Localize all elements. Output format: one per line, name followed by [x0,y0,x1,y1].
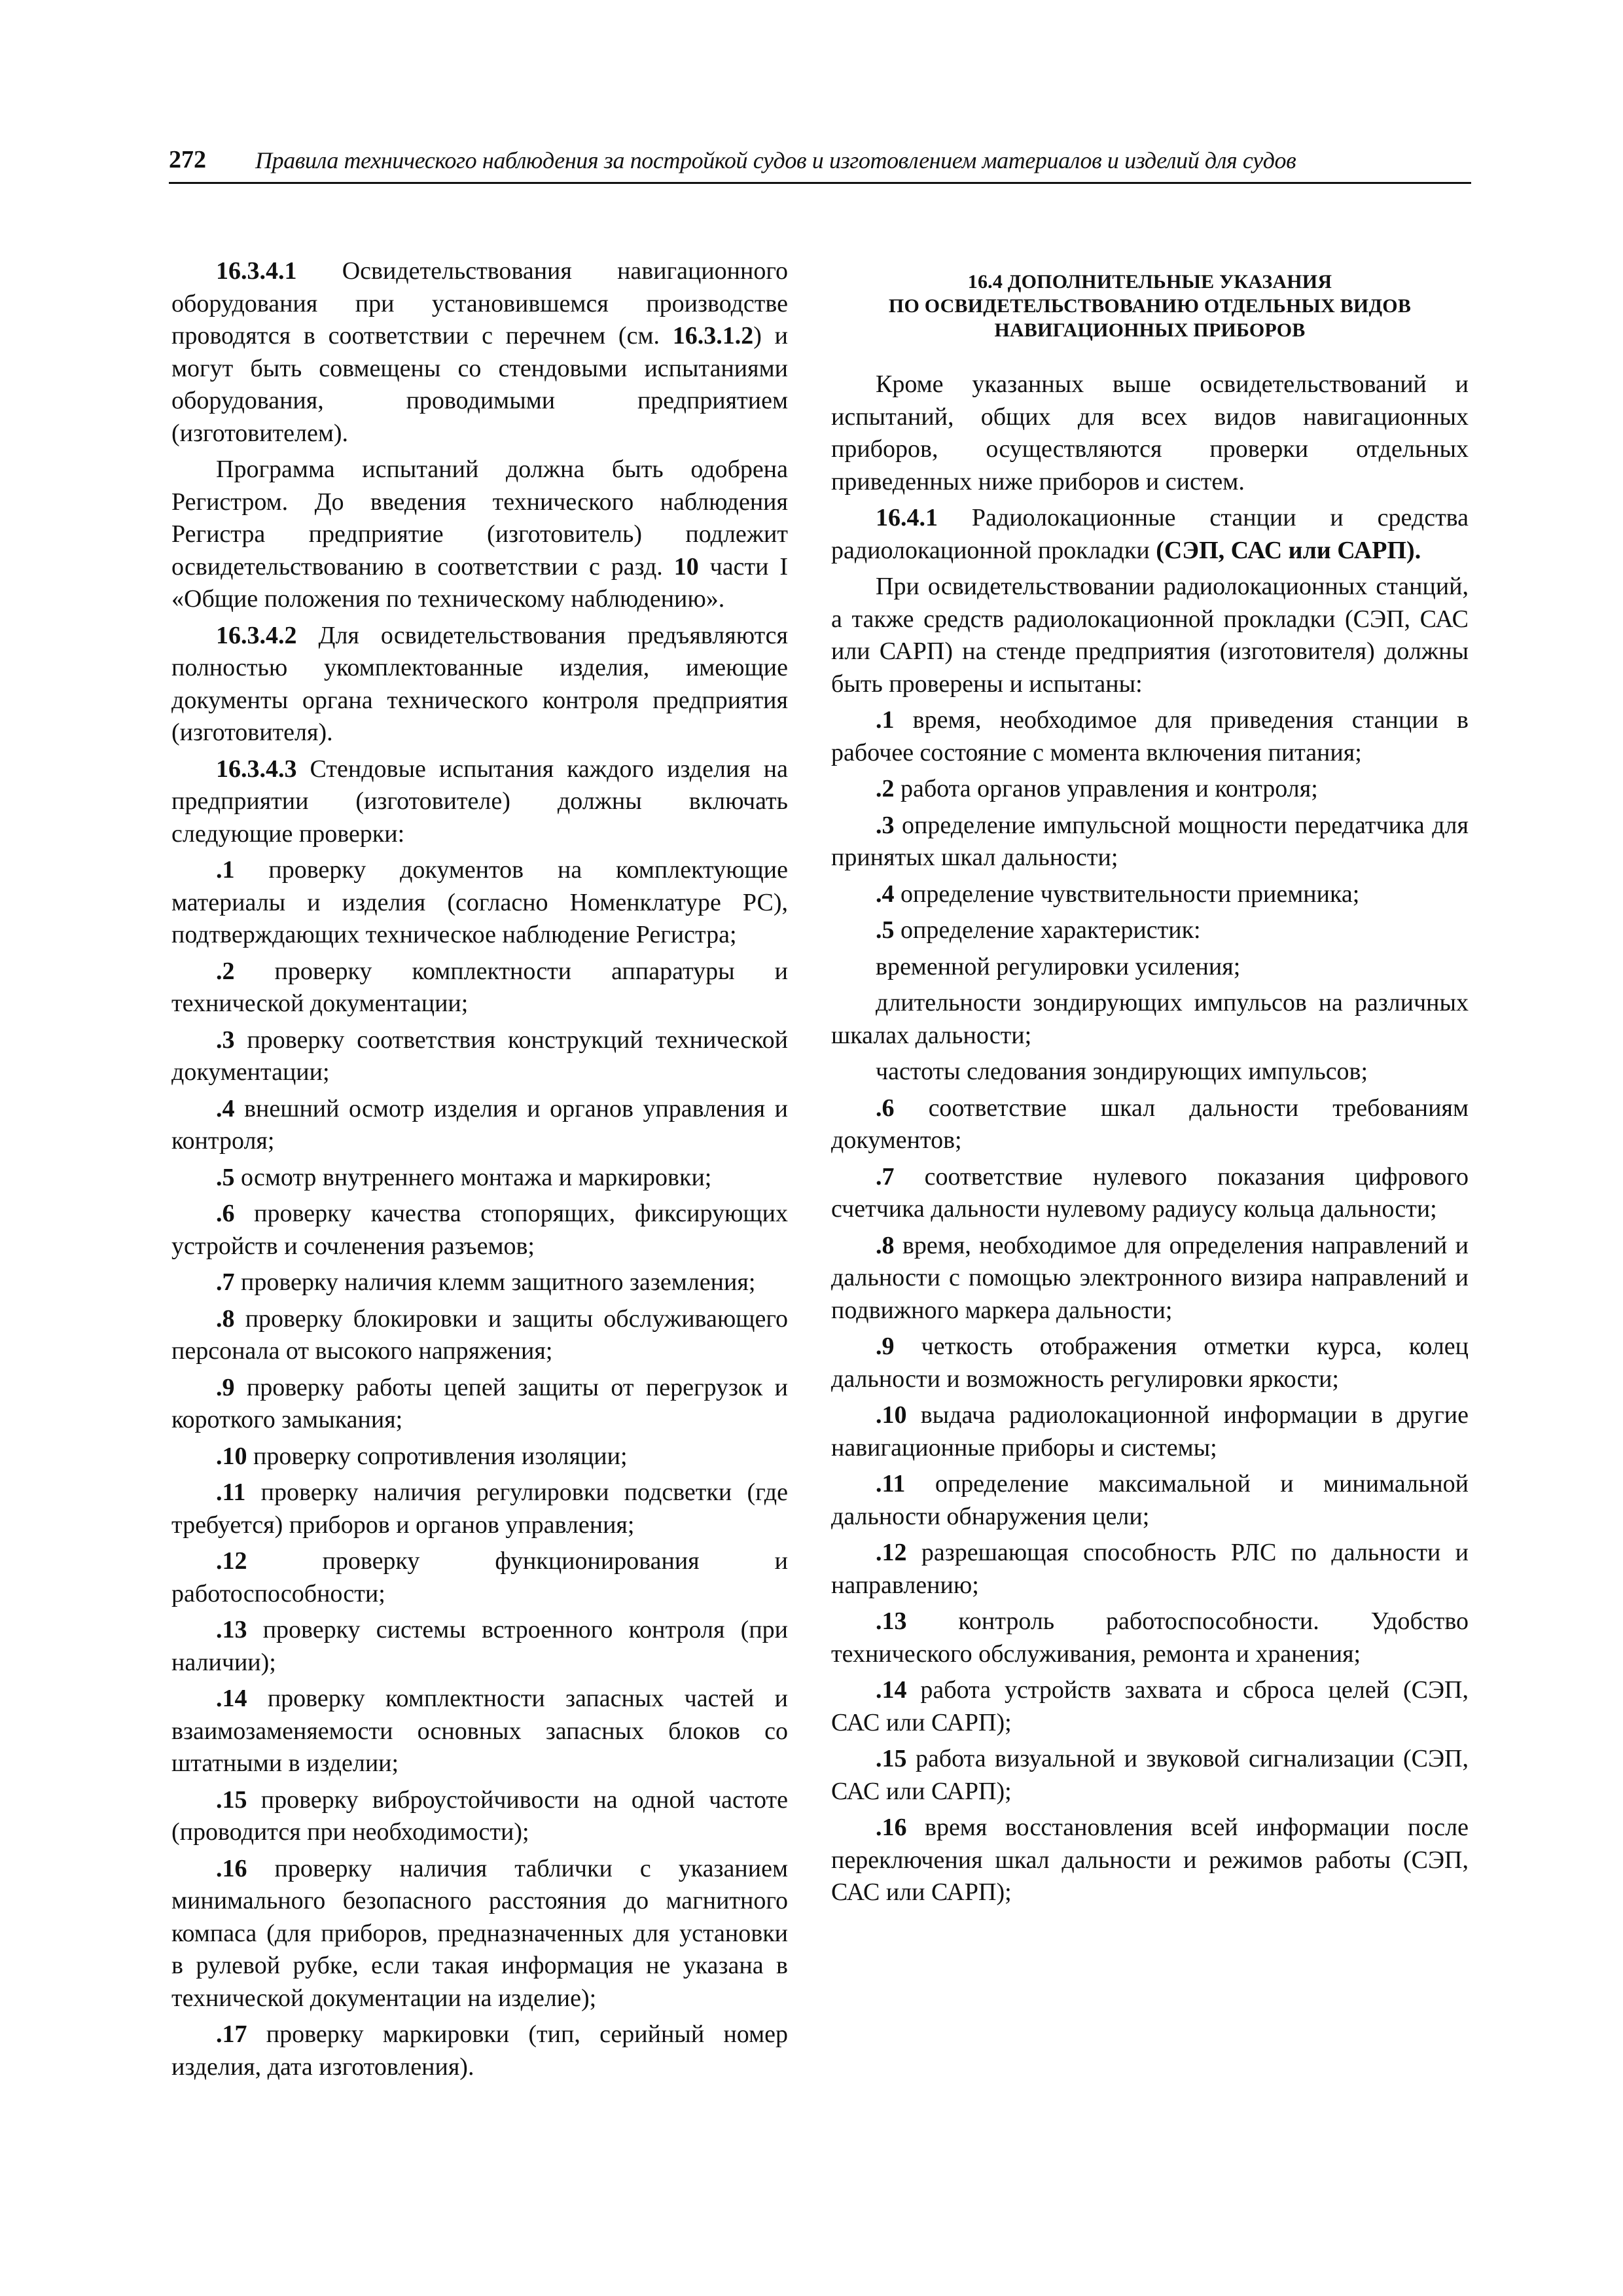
paragraph-text: четкость отображения отметки курса, колец дальности и возможность регулировки яркости; [831,1333,1469,1393]
paragraph-text: частоты следования зондирующих импульсов; [876,1058,1368,1085]
paragraph-number: .17 [216,2020,247,2048]
paragraph-number: 16.4.1 [876,504,938,531]
paragraph-number: .1 [876,706,895,734]
running-title: Правила технического наблюдения за постройкой судов и изготовлением материалов и изделий для судов [255,147,1296,173]
paragraph-text: проверку документов на комплектующие материалы и изделия (согласно Номенклатуре РС), подтверждающих техническое наблюдение Регистра; [171,856,788,948]
paragraph-number: .16 [216,1854,247,1882]
paragraph [171,1303,788,1368]
paragraph [831,1399,1469,1464]
paragraph-text: длительности зондирующих импульсов на различных шкалах дальности; [831,989,1469,1049]
paragraph-number: .4 [216,1094,235,1122]
paragraph [171,255,788,450]
paragraph-text: контроль работоспособности. Удобство технического обслуживания, ремонта и хранения; [831,1607,1469,1668]
paragraph [171,2018,788,2083]
section-heading-line: ПО ОСВИДЕТЕЛЬСТВОВАНИЮ ОТДЕЛЬНЫХ ВИДОВ [888,295,1412,317]
page-number: 272 [169,146,206,173]
paragraph-text: Радиолокационные станции и средства радиолокационной прокладки [831,504,1469,564]
paragraph-text: проверку системы встроенного контроля (при наличии); [171,1616,788,1676]
paragraph-text: разрешающая способность РЛС по дальности и направлению; [831,1539,1469,1599]
paragraph [171,1441,788,1473]
paragraph [171,1162,788,1194]
paragraph-text: соответствие нулевого показания цифрового счетчика дальности нулевому радиусу кольца дальности; [831,1162,1469,1223]
paragraph [171,956,788,1020]
paragraph [831,704,1469,769]
paragraph-text: проверку сопротивления изоляции; [247,1442,628,1470]
paragraph-number: .2 [876,775,895,802]
paragraph-text: определение импульсной мощности передатчика для принятых шкал дальности; [831,811,1469,871]
paragraph [171,854,788,952]
paragraph-number: .6 [876,1094,895,1122]
paragraph-number: .6 [216,1200,235,1227]
paragraph-number: .8 [216,1304,235,1333]
paragraph [831,987,1469,1052]
paragraph [171,1477,788,1541]
paragraph-number: .4 [876,880,895,908]
section-heading [831,270,1469,342]
paragraph [171,1683,788,1780]
paragraph-text: время, необходимое для приведения станции в рабочее состояние с момента включения питания; [831,706,1469,766]
paragraph [831,571,1469,700]
paragraph [831,1605,1469,1670]
paragraph-text: проверку комплектности аппаратуры и технической документации; [171,957,788,1017]
paragraph-text: проверку блокировки и защиты обслуживающего персонала от высокого напряжения; [171,1304,788,1365]
paragraph [171,1853,788,2015]
paragraph-number: .10 [876,1401,907,1429]
paragraph [171,620,788,749]
paragraph-number: .9 [216,1373,235,1401]
paragraph-number: .11 [216,1479,246,1506]
right-paragraphs [831,368,1469,1909]
section-heading-line: 16.4 ДОПОЛНИТЕЛЬНЫЕ УКАЗАНИЯ [967,271,1332,293]
paragraph-bold-text: (СЭП, САС или САРП). [1156,536,1421,564]
paragraph [831,1092,1469,1157]
paragraph-text: проверку маркировки (тип, серийный номер изделия, дата изготовления). [171,2020,788,2081]
paragraph [831,1674,1469,1739]
paragraph [831,951,1469,984]
right-column [831,255,1469,1913]
paragraph-text: проверку качества стопорящих, фиксирующих устройств и сочленения разъемов; [171,1200,788,1260]
paragraph [831,1812,1469,1909]
paragraph [171,454,788,616]
paragraph-number: .5 [216,1163,235,1191]
paragraph-text: Программа испытаний должна быть одобрена Регистром. До введения технического наблюдения Регистра предприятие (изготовитель) подлежит освидетельствованию в соответствии с разд. [171,456,788,581]
paragraph-text: проверку виброустойчивости на одной частоте (проводится при необходимости); [171,1785,788,1846]
paragraph [831,1331,1469,1395]
paragraph-number: .11 [876,1470,906,1498]
paragraph [831,1056,1469,1088]
paragraph-text: Освидетельствования навигационного оборудования при установившемся производстве проводятся в соответствии с перечнем (см. [171,257,788,350]
paragraph-number: 16.3.4.3 [216,755,297,783]
paragraph-text: проверку функционирования и работоспособности; [171,1547,788,1607]
paragraph-text: выдача радиолокационной информации в другие навигационные приборы и системы; [831,1401,1469,1462]
paragraph-number: .2 [216,957,235,985]
paragraph-text: работа визуальной и звуковой сигнализации (СЭП, САС или САРП); [831,1745,1469,1805]
paragraph-number: .14 [876,1676,907,1704]
paragraph-number: .12 [876,1539,907,1566]
paragraph [171,1266,788,1299]
paragraph [171,1024,788,1089]
paragraph-number: .7 [876,1162,895,1191]
paragraph [831,878,1469,911]
paragraph [831,1468,1469,1533]
paragraph-number: .8 [876,1231,895,1259]
left-column [171,255,788,2087]
paragraph-number: .13 [876,1607,907,1635]
paragraph-text: время, необходимое для определения направлений и дальности с помощью электронного визира направлений и подвижного маркера дальности; [831,1231,1469,1324]
paragraph [831,1230,1469,1327]
paragraph-text: проверку соответствия конструкций технической документации; [171,1026,788,1086]
paragraph-number: .9 [876,1333,895,1360]
paragraph [171,753,788,851]
paragraph [171,1198,788,1263]
paragraph-number: .3 [216,1026,235,1054]
paragraph [831,1743,1469,1808]
paragraph [171,1545,788,1610]
paragraph-text: осмотр внутреннего монтажа и маркировки; [234,1163,712,1191]
paragraph [831,773,1469,806]
paragraph-text: соответствие шкал дальности требованиям документов; [831,1094,1469,1154]
section-heading-line: НАВИГАЦИОННЫХ ПРИБОРОВ [994,319,1306,341]
paragraph [171,1784,788,1849]
paragraph-number: .1 [216,856,235,884]
paragraph-text: проверку наличия клемм защитного заземления; [234,1268,756,1296]
paragraph-text: Стендовые испытания каждого изделия на предприятии (изготовителе) должны включать следующие проверки: [171,755,788,848]
paragraph-text: определение максимальной и минимальной дальности обнаружения цели; [831,1470,1469,1530]
paragraph-number: .3 [876,811,895,839]
paragraph-reference: 16.3.1.2 [672,322,754,350]
paragraph-text: проверку наличия регулировки подсветки (где требуется) приборов и органов управления; [171,1479,788,1539]
paragraph-text: временной регулировки усиления; [876,952,1241,980]
paragraph-text: работа органов управления и контроля; [894,775,1318,802]
paragraph-text: время восстановления всей информации после переключения шкал дальности и режимов работы (СЭП, САС или САРП); [831,1814,1469,1906]
paragraph [171,1093,788,1158]
paragraph-text: проверку работы цепей защиты от перегрузок и короткого замыкания; [171,1373,788,1433]
paragraph-number: .16 [876,1814,907,1841]
paragraph-text: ) и могут быть совмещены со стендовыми испытаниями оборудования, проводимыми предприятием (изготовителем). [171,322,788,447]
paragraph-reference: 10 [673,552,699,581]
paragraph [831,914,1469,947]
paragraph [171,1614,788,1679]
paragraph [831,810,1469,874]
paragraph [831,1537,1469,1602]
paragraph-number: .12 [216,1547,247,1575]
paragraph-number: .5 [876,916,895,944]
page-header [169,145,1471,184]
paragraph [171,1372,788,1437]
paragraph-text: внешний осмотр изделия и органов управления и контроля; [171,1094,788,1155]
paragraph-number: .13 [216,1616,247,1643]
paragraph-text: проверку наличия таблички с указанием минимального безопасного расстояния до магнитного компаса (для приборов, предназначенных для установки в рулевой рубке, если такая информация не указана в технической документации на изделие); [171,1854,788,2012]
paragraph-text: проверку комплектности запасных частей и взаимозаменяемости основных запасных блоков со штатными в изделии; [171,1685,788,1777]
paragraph-number: 16.3.4.1 [216,257,297,285]
paragraph [831,1161,1469,1226]
paragraph-number: .15 [216,1785,247,1814]
paragraph-number: .15 [876,1745,907,1772]
paragraph-text: части I «Общие положения по техническому наблюдению». [171,552,788,613]
paragraph-number: 16.3.4.2 [216,621,297,649]
paragraph-text: При освидетельствовании радиолокационных станций, а также средств радиолокационной прокладки (СЭП, САС или САРП) на стенде предприятия (изготовителя) должны быть проверены и испытаны: [831,573,1469,698]
paragraph-text: Для освидетельствования предъявляются полностью укомплектованные изделия, имеющие документы органа технического контроля предприятия (изготовителя). [171,621,788,746]
paragraph-number: .10 [216,1442,247,1470]
paragraph-text: работа устройств захвата и сброса целей (СЭП, САС или САРП); [831,1676,1469,1736]
paragraph [831,368,1469,498]
paragraph-number: .7 [216,1268,235,1296]
paragraph-text: определение чувствительности приемника; [894,880,1360,908]
paragraph-number: .14 [216,1685,247,1712]
paragraph-text: определение характеристик: [894,916,1201,944]
paragraph [831,502,1469,567]
paragraph-text: Кроме указанных выше освидетельствований и испытаний, общих для всех видов навигационных приборов, осуществляются проверки отдельных приведенных ниже приборов и систем. [831,370,1469,495]
